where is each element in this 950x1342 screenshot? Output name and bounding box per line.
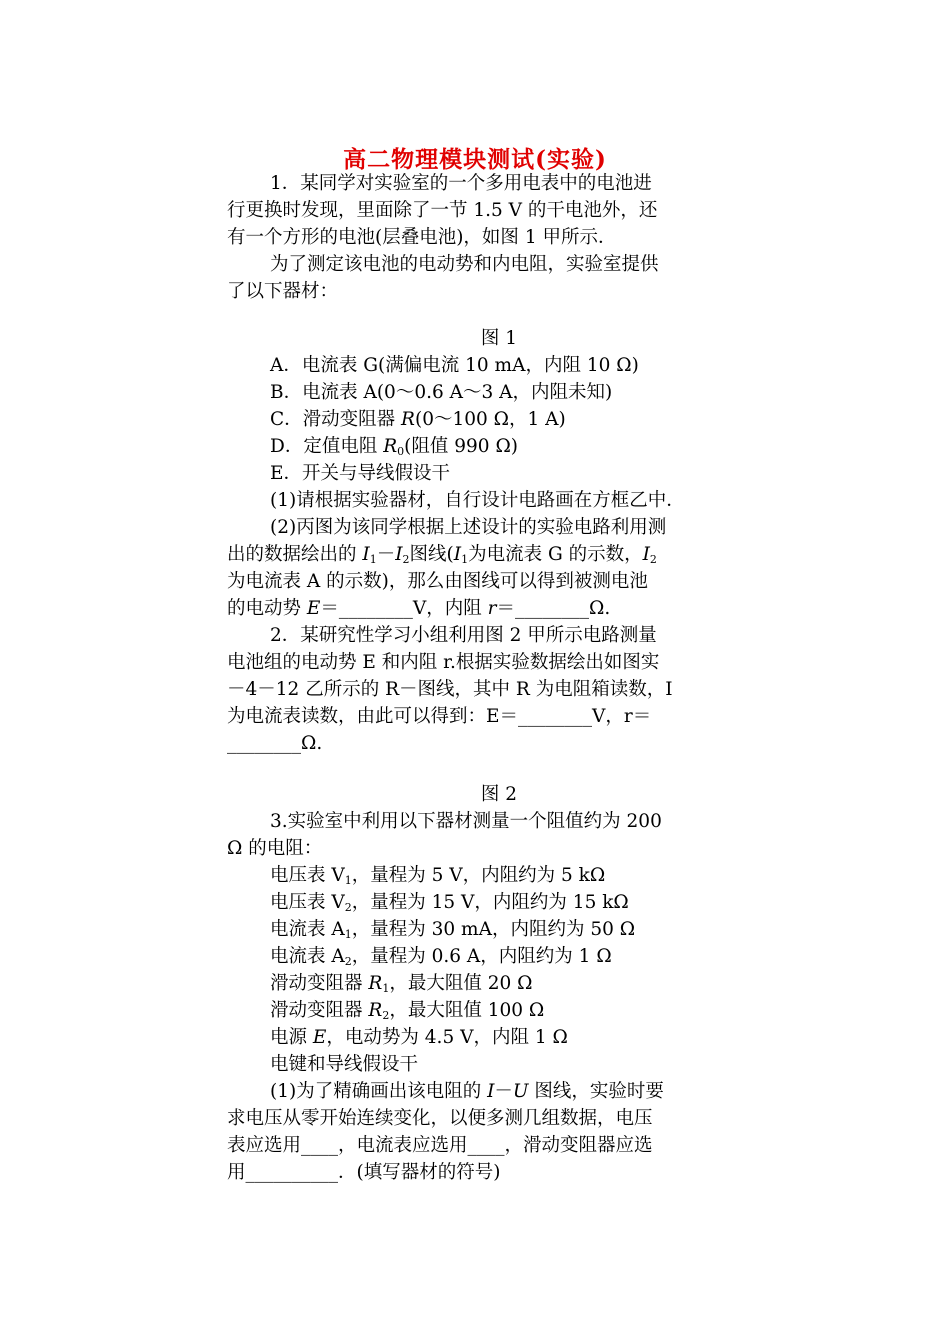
q3-text: 用__________．(填写器材的符号) xyxy=(227,1162,501,1183)
q1-text: 为了测定该电池的电动势和内电阻，实验室提供 xyxy=(270,254,659,275)
equipment-item: 电键和导线假设干 xyxy=(270,1054,419,1075)
equipment-item: 电流表 $A_2$，量程为 0.6 A，内阻约为 1 Ω xyxy=(270,946,612,968)
q2-text: 2．某研究性学习小组利用图 2 甲所示电路测量 xyxy=(270,625,657,646)
equipment-item: 滑动变阻器 $R_1$，最大阻值 20 Ω xyxy=(270,973,533,995)
equipment-item: 电压表 $V_1$，量程为 5 V，内阻约为 5 kΩ xyxy=(270,865,606,887)
q1-sub-question-2: (2)丙图为该同学根据上述设计的实验电路利用测 xyxy=(270,517,667,538)
q1-text: 行更换时发现，里面除了一节 1.5 V 的干电池外，还 xyxy=(227,200,658,221)
q1-text: 1．某同学对实验室的一个多用电表中的电池进 xyxy=(270,173,652,194)
q3-text: 3.实验室中利用以下器材测量一个阻值约为 200 xyxy=(270,811,662,832)
q2-text: ________Ω. xyxy=(227,733,323,754)
equipment-item: 电压表 $V_2$，量程为 15 V，内阻约为 15 kΩ xyxy=(270,892,629,914)
figure-caption: 图 2 xyxy=(480,784,518,805)
q2-text: 电池组的电动势 E 和内阻 r.根据实验数据绘出如图实 xyxy=(227,652,660,673)
option-d: D．定值电阻 $R_0$(阻值 990 Ω) xyxy=(270,436,519,458)
q2-text: 为电流表读数，由此可以得到：E＝________V，r＝ xyxy=(227,706,652,727)
option-c: C．滑动变阻器 R(0～100 Ω，1 A) xyxy=(270,409,566,430)
page-title: 高二物理模块测试(实验) xyxy=(343,146,607,173)
equipment-item: 电源 E，电动势为 4.5 V，内阻 1 Ω xyxy=(270,1027,568,1048)
option-e: E．开关与导线假设干 xyxy=(270,463,451,484)
option-b: B．电流表 A(0～0.6 A～3 A，内阻未知) xyxy=(270,382,613,403)
q1-text: 为电流表 A 的示数)，那么由图线可以得到被测电池 xyxy=(227,571,648,592)
q1-sub-question-1: (1)请根据实验器材，自行设计电路画在方框乙中． xyxy=(270,490,685,511)
q2-text: －4－12 乙所示的 R－图线，其中 R 为电阻箱读数，I xyxy=(227,679,673,700)
figure-caption: 图 1 xyxy=(480,328,518,349)
q3-text: Ω 的电阻： xyxy=(227,838,323,859)
q1-text: 有一个方形的电池(层叠电池)，如图 1 甲所示． xyxy=(227,227,617,248)
q3-text: 求电压从零开始连续变化，以便多测几组数据，电压 xyxy=(227,1108,653,1129)
q3-text: 表应选用____，电流表应选用____，滑动变阻器应选 xyxy=(227,1135,653,1156)
q1-text: 了以下器材： xyxy=(227,281,339,302)
equipment-item: 滑动变阻器 $R_2$，最大阻值 100 Ω xyxy=(270,1000,545,1022)
q3-sub-question-1: (1)为了精确画出该电阻的 I－U 图线，实验时要 xyxy=(270,1081,664,1102)
option-a: A．电流表 G(满偏电流 10 mA，内阻 10 Ω) xyxy=(270,355,639,376)
q1-text: 的电动势 E＝________V，内阻 r＝________Ω. xyxy=(227,598,611,619)
equipment-item: 电流表 $A_1$，量程为 30 mA，内阻约为 50 Ω xyxy=(270,919,636,941)
q1-text: 出的数据绘出的 $I_1-I_2$图线($I_1$为电流表 G 的示数，$I_2$ xyxy=(227,544,657,566)
